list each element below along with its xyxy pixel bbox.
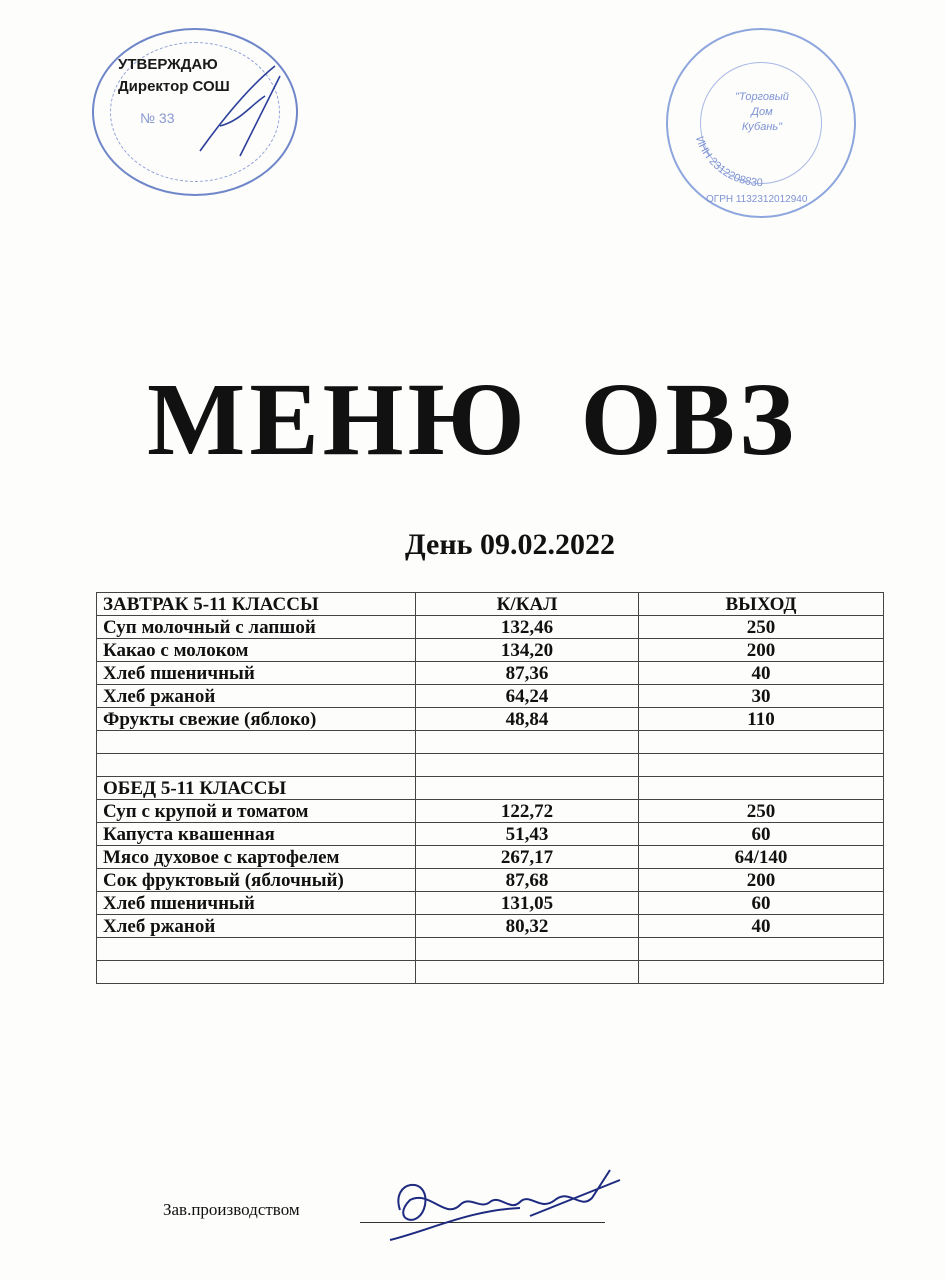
calories-cell: 64,24 (416, 685, 639, 708)
dish-name-cell: Сок фруктовый (яблочный) (97, 869, 416, 892)
portion-cell: 40 (639, 662, 884, 685)
table-row (97, 846, 884, 869)
dish-name-cell (97, 754, 416, 777)
portion-cell: 250 (639, 800, 884, 823)
portion-cell: 60 (639, 823, 884, 846)
svg-text:ИНН 2312208830 (693, 135, 763, 189)
calories-cell: 51,43 (416, 823, 639, 846)
table-row (97, 731, 884, 754)
menu-date: День 09.02.2022 (405, 528, 615, 561)
portion-cell: 200 (639, 869, 884, 892)
stamp-ogrn: ОГРН 1132312012940 (706, 194, 808, 205)
dish-name-cell: Суп с крупой и томатом (97, 800, 416, 823)
dish-name-cell (97, 731, 416, 754)
dish-name-cell: Какао с молоком (97, 639, 416, 662)
calories-cell (416, 754, 639, 777)
portion-cell (639, 938, 884, 961)
stamp-inn: ИНН 2312208830 (693, 134, 763, 190)
calories-cell: К/КАЛ (416, 593, 639, 616)
dish-name-cell: Суп молочный с лапшой (97, 616, 416, 639)
table-row (97, 708, 884, 731)
company-stamp (666, 28, 858, 218)
table-row (97, 938, 884, 961)
dish-name-cell: ОБЕД 5-11 КЛАССЫ (97, 777, 416, 800)
calories-cell (416, 731, 639, 754)
table-row (97, 662, 884, 685)
calories-cell (416, 938, 639, 961)
portion-cell: 64/140 (639, 846, 884, 869)
table-row (97, 754, 884, 777)
dish-name-cell: Хлеб ржаной (97, 915, 416, 938)
portion-cell: ВЫХОД (639, 593, 884, 616)
portion-cell: 60 (639, 892, 884, 915)
dish-name-cell: Мясо духовое с картофелем (97, 846, 416, 869)
portion-cell: 40 (639, 915, 884, 938)
table-row (97, 892, 884, 915)
director-signature (180, 56, 300, 176)
calories-cell: 80,32 (416, 915, 639, 938)
table-row (97, 800, 884, 823)
dish-name-cell: ЗАВТРАК 5-11 КЛАССЫ (97, 593, 416, 616)
calories-cell: 267,17 (416, 846, 639, 869)
calories-cell: 48,84 (416, 708, 639, 731)
table-row (97, 777, 884, 800)
table-row (97, 869, 884, 892)
dish-name-cell (97, 961, 416, 984)
table-row (97, 685, 884, 708)
portion-cell (639, 731, 884, 754)
calories-cell: 131,05 (416, 892, 639, 915)
dish-name-cell: Хлеб ржаной (97, 685, 416, 708)
calories-cell: 87,36 (416, 662, 639, 685)
dish-name-cell: Хлеб пшеничный (97, 662, 416, 685)
stamp-center-text: "Торговый Дом Кубань" (735, 91, 789, 133)
manager-signature (370, 1150, 670, 1260)
table-row (97, 616, 884, 639)
calories-cell (416, 777, 639, 800)
portion-cell: 30 (639, 685, 884, 708)
portion-cell (639, 754, 884, 777)
calories-cell: 132,46 (416, 616, 639, 639)
portion-cell (639, 961, 884, 984)
table-row (97, 593, 884, 616)
page-title: МЕНЮ ОВЗ (147, 362, 798, 477)
stamp-number: № 33 (140, 110, 175, 126)
portion-cell: 250 (639, 616, 884, 639)
table-row (97, 915, 884, 938)
menu-table (96, 592, 884, 984)
director-label: Директор СОШ (118, 78, 230, 95)
dish-name-cell: Капуста квашенная (97, 823, 416, 846)
table-row (97, 639, 884, 662)
table-row (97, 823, 884, 846)
table-row (97, 961, 884, 984)
production-manager-label: Зав.производством (163, 1200, 300, 1219)
approve-label: УТВЕРЖДАЮ (118, 56, 218, 73)
calories-cell: 122,72 (416, 800, 639, 823)
dish-name-cell: Фрукты свежие (яблоко) (97, 708, 416, 731)
calories-cell (416, 961, 639, 984)
dish-name-cell: Хлеб пшеничный (97, 892, 416, 915)
dish-name-cell (97, 938, 416, 961)
portion-cell: 200 (639, 639, 884, 662)
portion-cell (639, 777, 884, 800)
calories-cell: 87,68 (416, 869, 639, 892)
portion-cell: 110 (639, 708, 884, 731)
calories-cell: 134,20 (416, 639, 639, 662)
